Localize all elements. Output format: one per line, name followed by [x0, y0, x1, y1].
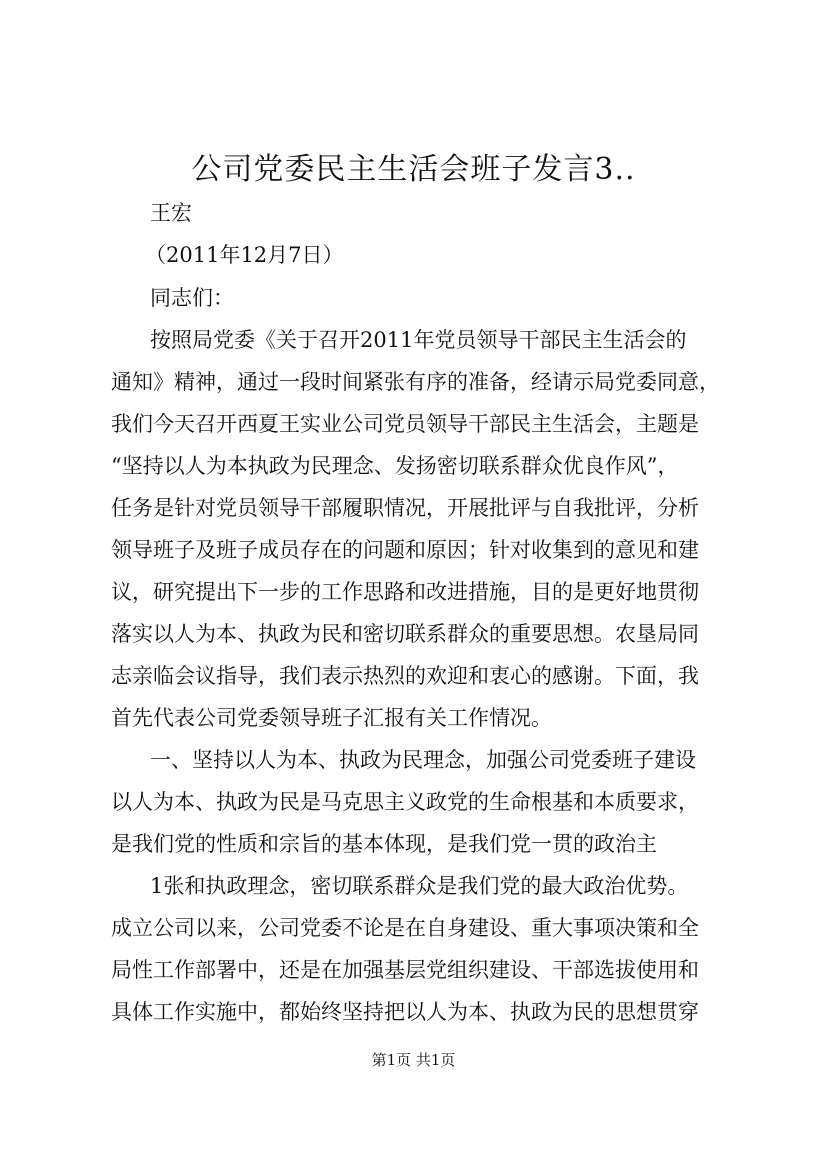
body-line: “坚持以人为本执政为民理念、发扬密切联系群众优良作风”，	[111, 454, 679, 478]
page-footer: 第1页 共1页	[371, 1051, 456, 1069]
body-line: 首先代表公司党委领导班子汇报有关工作情况。	[111, 706, 552, 730]
body-line: 我们今天召开西夏王实业公司党员领导干部民主生活会，主题是	[111, 412, 699, 436]
document-title: 公司党委民主生活会班子发言3..	[191, 152, 636, 187]
body-line: 按照局党委《关于召开2011年党员领导干部民主生活会的	[150, 328, 687, 352]
body-line: 任务是针对党员领导干部履职情况，开展批评与自我批评，分析	[111, 496, 699, 520]
body-line: 具体工作实施中，都始终坚持把以人为本、执政为民的思想贯穿	[111, 1000, 699, 1024]
body-line: 志亲临会议指导，我们表示热烈的欢迎和衷心的感谢。下面，我	[111, 664, 699, 688]
body-line: 领导班子及班子成员存在的问题和原因；针对收集到的意见和建	[111, 538, 699, 562]
salutation-line: 同志们：	[150, 286, 234, 310]
body-line: 1张和执政理念，密切联系群众是我们党的最大政治优势。	[150, 874, 689, 898]
author-line: 王宏	[150, 201, 192, 225]
body-line: 是我们党的性质和宗旨的基本体现，是我们党一贯的政治主	[111, 832, 657, 856]
body-line: 议，研究提出下一步的工作思路和改进措施，目的是更好地贯彻	[111, 580, 699, 604]
body-line: 通知》精神，通过一段时间紧张有序的准备，经请示局党委同意，	[111, 370, 720, 394]
body-line: 局性工作部署中，还是在加强基层党组织建设、干部选拔使用和	[111, 958, 699, 982]
body-line: 以人为本、执政为民是马克思主义政党的生命根基和本质要求，	[111, 790, 699, 814]
body-line: 落实以人为本、执政为民和密切联系群众的重要思想。农垦局同	[111, 622, 699, 646]
body-line: 成立公司以来，公司党委不论是在自身建设、重大事项决策和全	[111, 916, 699, 940]
section-heading: 一、坚持以人为本、执政为民理念，加强公司党委班子建设	[150, 748, 696, 772]
date-line: （2011年12月7日）	[145, 243, 344, 267]
